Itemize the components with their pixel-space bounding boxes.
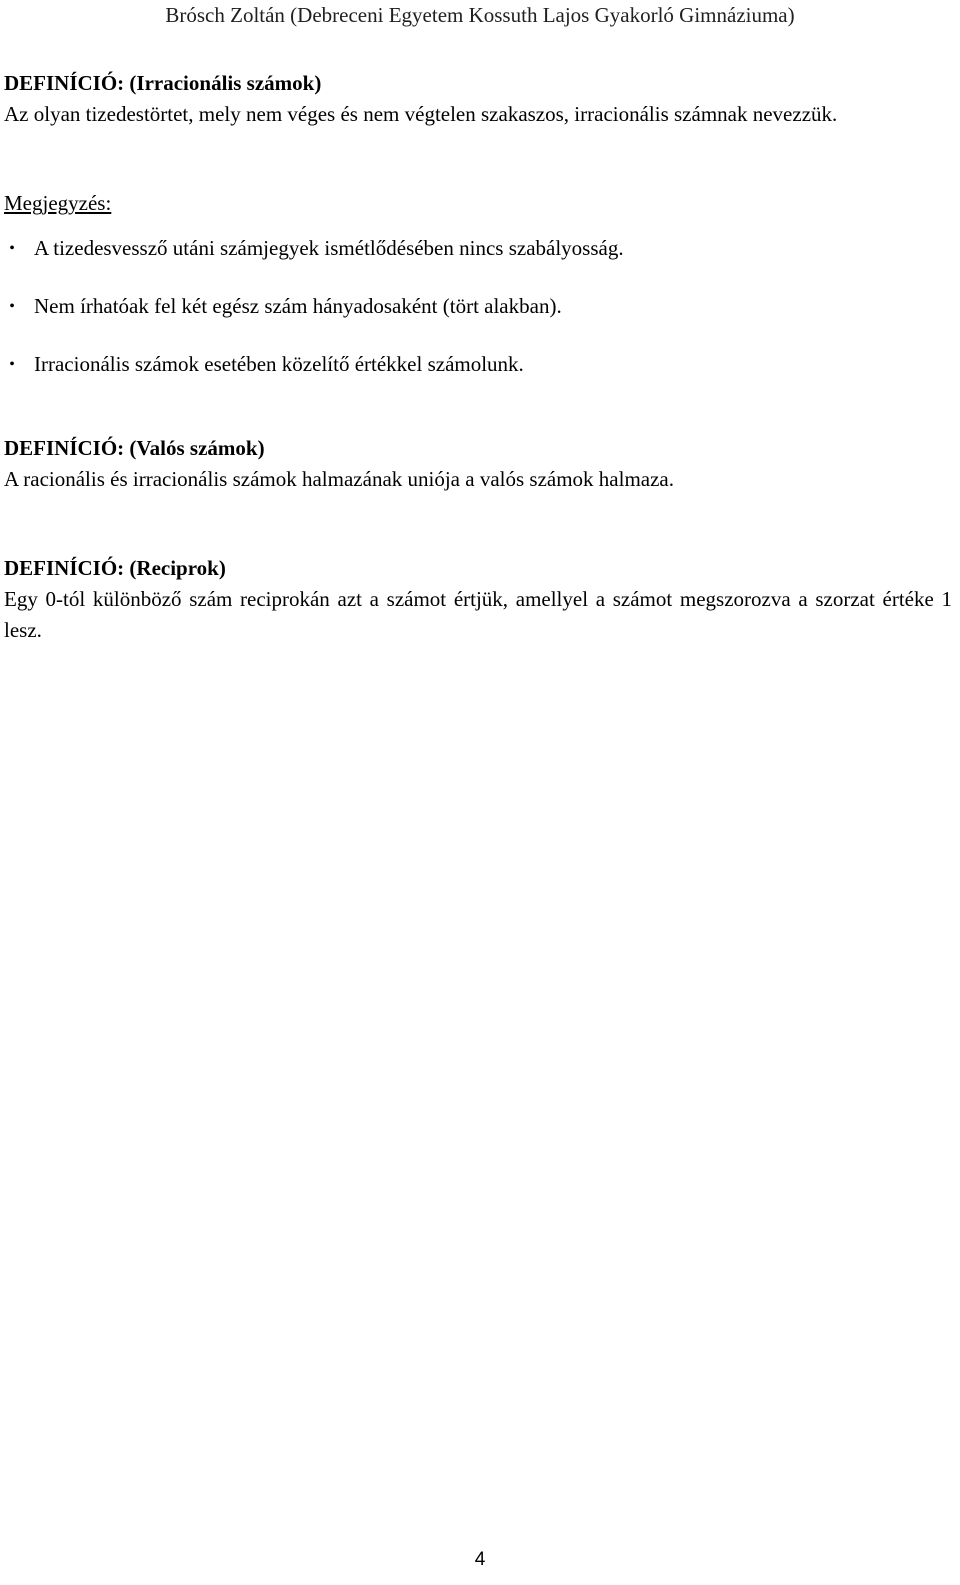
definition-title: DEFINÍCIÓ: (Valós számok)	[4, 436, 265, 460]
bullet-icon: •	[9, 298, 15, 315]
page-header: Brósch Zoltán (Debreceni Egyetem Kossuth Lajos Gyakorló Gimnáziuma)	[165, 3, 795, 27]
bullet-icon: •	[9, 356, 15, 373]
definition-irrational	[4, 68, 952, 130]
page-content	[4, 68, 952, 646]
definition-title: DEFINÍCIÓ: (Irracionális számok)	[4, 71, 322, 95]
definition-title: DEFINÍCIÓ: (Reciprok)	[4, 556, 226, 580]
list-item	[4, 349, 952, 380]
list-item-text: Nem írhatóak fel két egész szám hányadosaként (tört alakban).	[34, 294, 562, 318]
definition-body: Egy 0-tól különböző szám reciprokán azt a számot értjük, amellyel a számot megszorozva a szorzat értéke 1 lesz.	[4, 587, 952, 642]
note-title: Megjegyzés:	[4, 191, 112, 215]
definition-reciprocal	[4, 553, 952, 646]
definition-body: Az olyan tizedestörtet, mely nem véges és nem végtelen szakaszos, irracionális számnak nevezzük.	[4, 102, 838, 126]
note-section	[4, 188, 952, 380]
definition-real	[4, 433, 952, 495]
definition-body: A racionális és irracionális számok halmazának uniója a valós számok halmaza.	[4, 467, 675, 491]
list-item	[4, 233, 952, 264]
list-item-text: A tizedesvessző utáni számjegyek ismétlődésében nincs szabályosság.	[34, 236, 624, 260]
list-item	[4, 291, 952, 322]
note-list	[4, 233, 952, 380]
list-item-text: Irracionális számok esetében közelítő értékkel számolunk.	[34, 352, 524, 376]
page-number: 4	[474, 1549, 486, 1570]
bullet-icon: •	[9, 240, 15, 257]
